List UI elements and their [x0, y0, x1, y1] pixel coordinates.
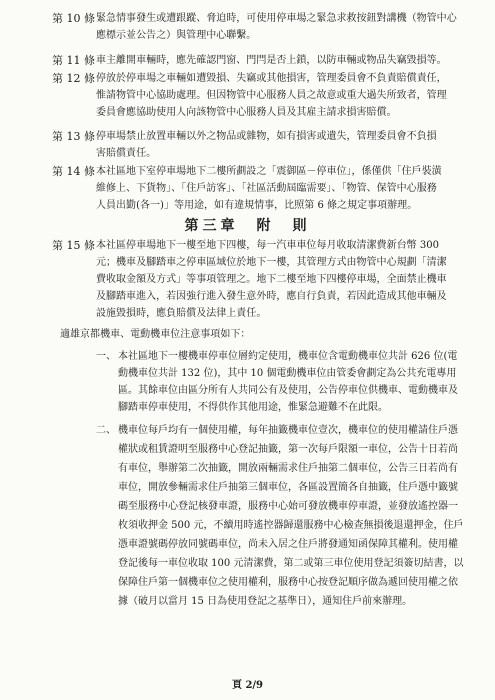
item-text-line: 本社區地下一樓機車停車位層約定使用，機車位含電動機車位共計 626 位(電 — [118, 351, 458, 362]
article-text-line: 惟請物管中心協助處理。但因物管中心服務人員之故意或重大過失所致者，管理 — [96, 90, 447, 101]
item-text-line: 機車位每戶均有一個使用權，每年抽籤機車位壹次，機車位的使用權請住戶憑 — [118, 425, 458, 436]
article-text-line: 委員會應協助使用人向該物管中心服務人員及其雇主請求損害賠償。 — [96, 107, 397, 118]
article-number: 第 12 條 — [52, 72, 95, 85]
article-number: 第 10 條 — [52, 12, 95, 25]
article-text-line: 維修上、下貨物」、「住戶訪客」、「社區活動屆臨需要」、「物管、保管中心服務 — [96, 183, 437, 194]
item-text-line: 權狀或租賃證明至服務中心登記抽籤，第一次每戶限額一車位，公告十日若尚 — [118, 444, 458, 455]
item-text-line: 有車位，舉辦第二次抽籤，開放兩輛需求住戶抽第二個車位，公告三日若尚有 — [118, 463, 458, 474]
item-text-line: 車位，開放參輛需求住戶抽第三個車位，各區設置簡各自抽籤，住戶憑中籤號 — [118, 482, 458, 493]
article-number: 第 13 條 — [52, 130, 95, 143]
item-marker: 一、 — [96, 351, 116, 362]
article-text-line: 本社區停車場地下一樓至地下四樓，每一汽車車位每月收取清潔費新台幣 300 — [96, 240, 439, 251]
article-text-line: 人員出勤(各一)」等用途，如有違規情事，比照第 6 條之規定事項辦理。 — [96, 200, 418, 211]
article-text-line: 車主離開車輛時，應先確認門窗、門閂是否上鎖，以防車輛或物品失竊毀損等。 — [96, 55, 447, 66]
article-text-line: 費收取金額及方式」等事項管理之。地下二樓至地下四樓停車場，全面禁止機車 — [96, 274, 447, 285]
page-number: 頁 2/9 — [231, 680, 264, 691]
article-number: 第 11 條 — [52, 54, 95, 67]
article-text-line: 設施毀損時，應負賠償及法律上責任。 — [96, 308, 267, 319]
article-text-line: 應標示並公告之）與管理中心聯繫。 — [96, 30, 257, 41]
item-text-line: 動機車位共計 132 位)，其中 10 個電動機車位由管委會劃定為公共充電專用 — [118, 368, 457, 379]
article-text-line: 停車場禁止放置車輛以外之物品或雜物，如有損害或遺失，管理委員會不負損 — [96, 131, 437, 142]
item-text-line: 區。其餘車位由區分所有人共同公有及使用，公告停車位供機車、電動機車及 — [118, 385, 458, 396]
article-text-line: 元；機車及腳踏車之停車區域位於地下一樓，其管理方式由物管中心規劃「清潔 — [96, 257, 447, 268]
item-text-line: 腳踏車停車使用，不得供作其他用途，惟緊急避難不在此限。 — [118, 402, 388, 413]
item-marker: 二、 — [96, 425, 116, 436]
article-text-line: 及腳踏車進入，若因強行進入發生意外時，應自行負責，若因此造成其他車輛及 — [96, 291, 447, 302]
article-number: 第 15 條 — [52, 239, 95, 252]
article-text-line: 害賠償責任。 — [96, 148, 157, 159]
item-text-line: 碼至服務中心登記核發車證，服務中心始可發放機車停車證，並發放遙控器一 — [118, 501, 458, 512]
notice-intro: 適雄京都機車、電動機車位注意事項如下： — [60, 329, 251, 340]
chapter-heading: 第三章 附 則 — [184, 218, 311, 234]
item-text-line: 保障住戶第一個機車位之使用權利，服務中心按登記順序做為遞回使用權之依 — [118, 577, 458, 588]
article-text-line: 緊急情事發生或遭跟蹤、脅迫時，可使用停車場之緊急求救按鈕對講機（物管中心 — [96, 13, 457, 24]
article-text-line: 本社區地下室停車場地下二樓所劃設之「震御區－停車位」，係僅供「住戶裝潢 — [96, 166, 442, 177]
item-text-line: 憑車證號碼停放同號碼車位，尚未入居之住戶將發通知函保障其權利。使用權 — [118, 539, 458, 550]
article-number: 第 14 條 — [52, 165, 95, 178]
item-text-line: 據（破月以當月 15 日為使用登記之基準日），通知住戶前來辦理。 — [118, 596, 413, 607]
item-text-line: 登記後每一車位收取 100 元清潔費，第二或第三車位使用登記須簽切結書，以 — [118, 558, 464, 569]
item-text-line: 枚須收押金 500 元，不續用時遙控器歸還服務中心檢查無損後退還押金，住戶 — [118, 520, 464, 531]
article-text-line: 停放於停車場之車輛如遭毀損、失竊或其他損害，管理委員會不負責賠償責任， — [96, 73, 447, 84]
